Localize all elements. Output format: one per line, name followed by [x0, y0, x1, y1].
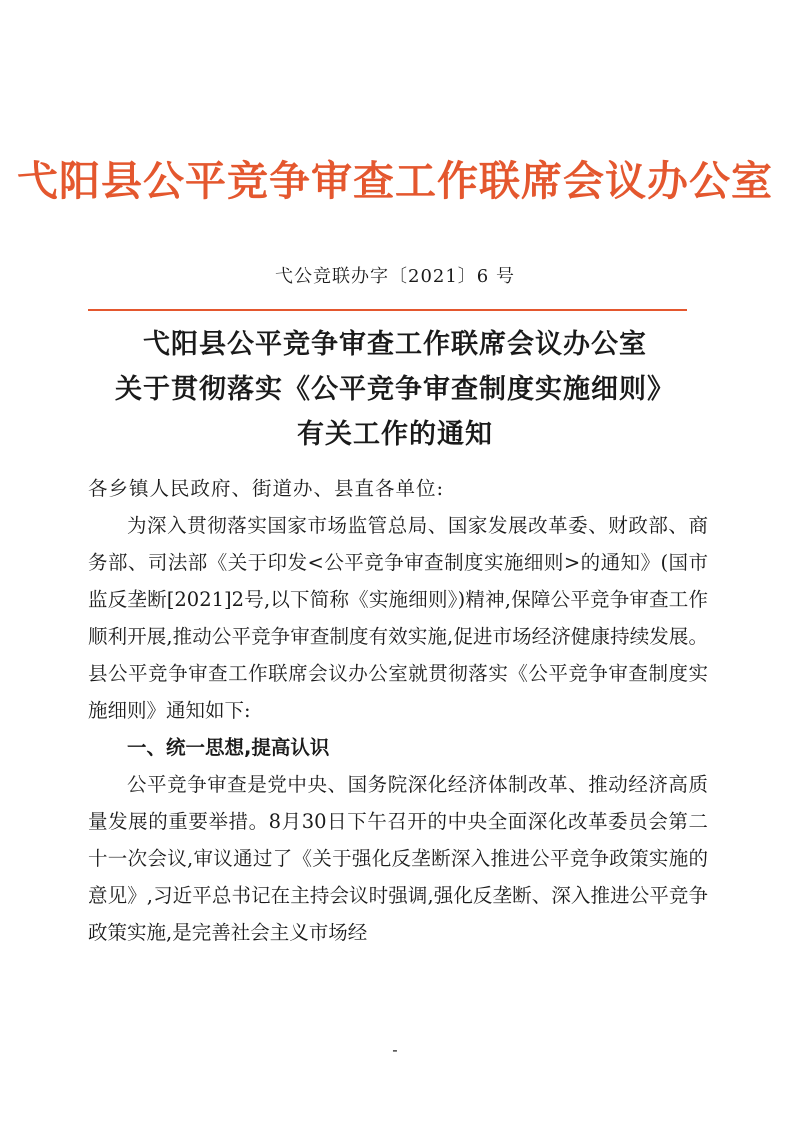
section-1-paragraph: 公平竞争审查是党中央、国务院深化经济体制改革、推动经济高质量发展的重要举措。8月30日下午召开的中央全面深化改革委员会第二十一次会议,审议通过了《关于强化反垄断深入推进公平竞争政策实施的意见》,习近平总书记在主持会议时强调,强化反垄断、深入推进公平竞争政策实施,是完善社会主义市场经	[88, 773, 708, 944]
salutation: 各乡镇人民政府、街道办、县直各单位:	[88, 477, 445, 500]
page-number-mark: -	[392, 1040, 398, 1059]
agency-letterhead-title: 弋阳县公平竞争审查工作联席会议办公室	[17, 157, 773, 205]
document-number: 弋公竞联办字〔2021〕6 号	[275, 266, 515, 287]
notice-title-line-1: 弋阳县公平竞争审查工作联席会议办公室	[143, 329, 647, 360]
notice-body	[88, 470, 708, 951]
letterhead-divider	[88, 309, 687, 311]
notice-title-line-3: 有关工作的通知	[297, 419, 493, 450]
notice-title	[0, 322, 790, 457]
notice-title-line-2: 关于贯彻落实《公平竞争审查制度实施细则》	[115, 374, 675, 405]
intro-paragraph: 为深入贯彻落实国家市场监管总局、国家发展改革委、财政部、商务部、司法部《关于印发<公平竞争审查制度实施细则>的通知》(国市监反垄断[2021]2号,以下简称《实施细则》)精神,保障公平竞争审查工作顺利开展,推动公平竞争审查制度有效实施,促进市场经济健康持续发展。县公平竞争审查工作联席会议办公室就贯彻落实《公平竞争审查制度实施细则》通知如下:	[88, 514, 708, 722]
section-heading-1: 一、统一思想,提高认识	[127, 736, 330, 759]
